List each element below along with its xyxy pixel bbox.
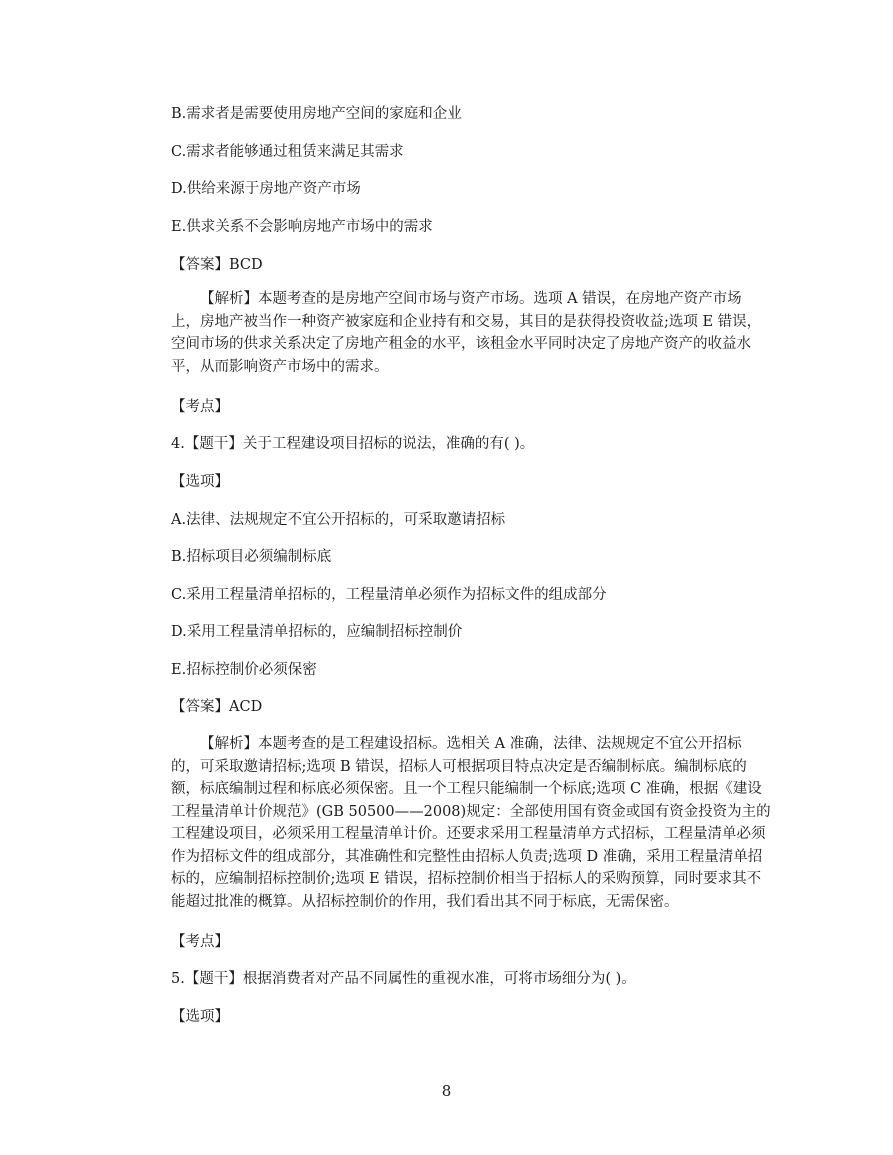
q3-analysis-line: 平，从而影响资产市场中的需求。 [171,358,389,375]
q4-analysis-line: 工程量清单计价规范》(GB 50500——2008)规定：全部使用国有资金或国有资金投资为主的 [171,803,771,820]
q4-analysis-line: 能超过批准的概算。从招标控制价的作用，我们看出其不同于标底，无需保密。 [171,893,679,910]
q4-analysis-line: 标的，应编制招标控制价;选项 E 错误，招标控制价相当于招标人的采购预算，同时要求其不 [171,871,762,887]
q3-option-b: B.需求者是需要使用房地产空间的家庭和企业 [171,106,462,122]
q3-option-c: C.需求者能够通过租赁来满足其需求 [171,144,404,160]
q4-analysis-line: 作为招标文件的组成部分，其准确性和完整性由招标人负责;选项 D 准确，采用工程量清单招 [171,848,763,865]
q4-option-a: A.法律、法规规定不宜公开招标的，可采取邀请招标 [171,512,506,528]
q4-analysis [171,733,771,913]
q3-option-d: D.供给来源于房地产资产市场 [171,181,361,197]
q4-stem: 4.【题干】关于工程建设项目招标的说法，准确的有( )。 [171,436,535,452]
page-number: 8 [441,1082,452,1100]
q5-options-label: 【选项】 [171,1009,229,1025]
q3-option-e: E.供求关系不会影响房地产市场中的需求 [171,219,433,235]
q5-stem: 5.【题干】根据消费者对产品不同属性的重视水准，可将市场细分为( )。 [171,971,636,987]
q4-options-label: 【选项】 [171,474,229,490]
q4-analysis-line: 【解析】本题考查的是工程建设招标。选相关 A 准确，法律、法规规定不宜公开招标 [200,736,742,752]
q4-option-e: E.招标控制价必须保密 [171,662,317,678]
q3-analysis-line: 上，房地产被当作一种资产被家庭和企业持有和交易，其目的是获得投资收益;选项 E 错误， [171,313,762,330]
q4-answer: 【答案】ACD [171,699,263,715]
q4-analysis-line: 额，标底编制过程和标底必须保密。且一个工程只能编制一个标底;选项 C 准确，根据《建设 [171,781,762,797]
q4-analysis-line: 工程建设项目，必须采用工程量清单计价。还要求采用工程量清单方式招标，工程量清单必须 [171,826,766,842]
q3-analysis-line: 空间市场的供求关系决定了房地产租金的水平，该租金水平同时决定了房地产资产的收益水 [171,336,751,352]
q4-option-d: D.采用工程量清单招标的，应编制招标控制价 [171,624,463,640]
q4-option-b: B.招标项目必须编制标底 [171,549,332,565]
q4-analysis-line: 的，可采取邀请招标;选项 B 错误，招标人可根据项目特点决定是否编制标底。编制标底的 [171,758,747,775]
q4-kaodian: 【考点】 [171,934,229,950]
q4-option-c: C.采用工程量清单招标的，工程量清单必须作为招标文件的组成部分 [171,587,607,603]
q3-kaodian: 【考点】 [171,399,229,415]
q3-analysis [171,288,762,378]
q3-analysis-line: 【解析】本题考查的是房地产空间市场与资产市场。选项 A 错误，在房地产资产市场 [200,291,742,307]
q3-answer: 【答案】BCD [171,257,263,273]
